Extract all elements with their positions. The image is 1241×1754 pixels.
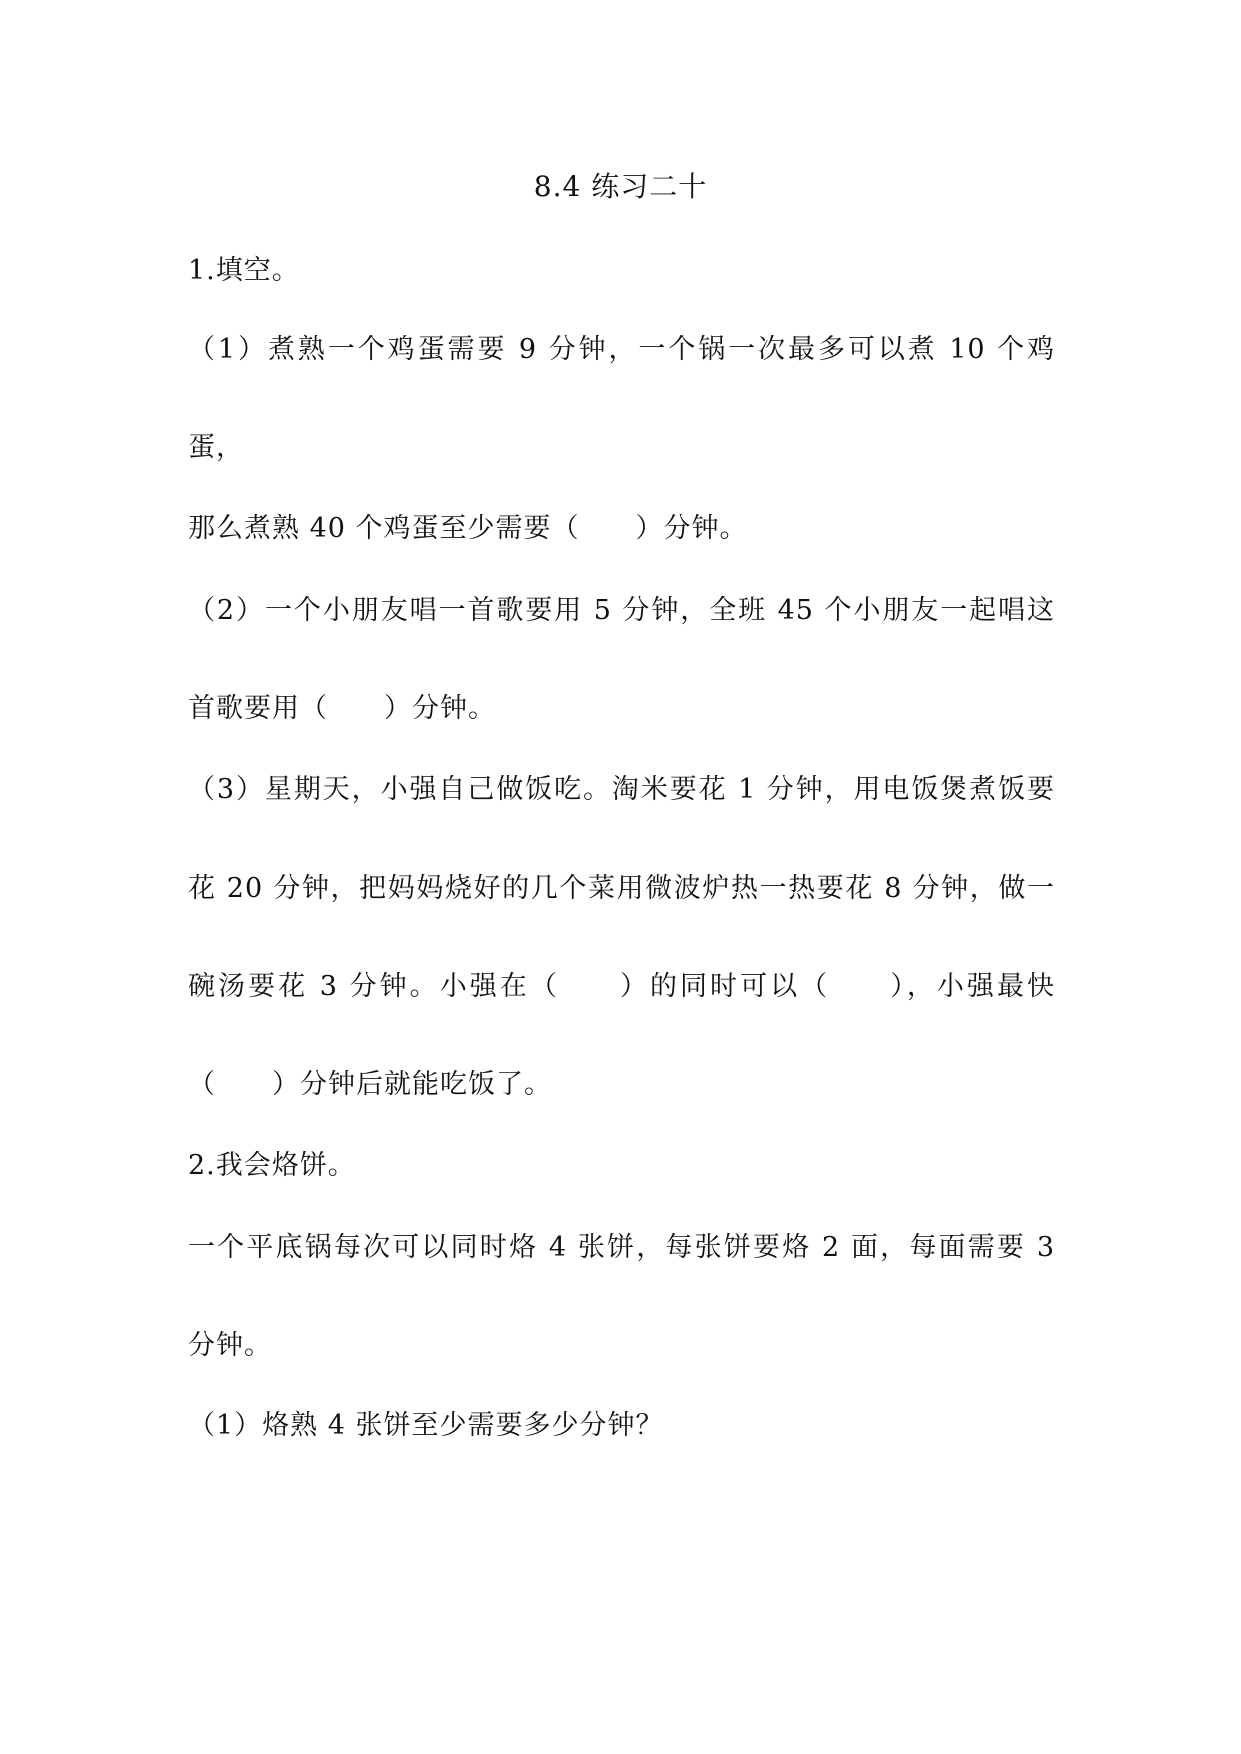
q1-line2: 蛋， — [188, 432, 244, 463]
q2-line2: 首歌要用（ ）分钟。 — [188, 693, 496, 724]
q3-line4: （ ）分钟后就能吃饭了。 — [188, 1069, 552, 1100]
q3-line3: 碗汤要花 3 分钟。小强在（ ）的同时可以（ ），小强最快 — [188, 971, 1055, 1002]
q1-line1: （1）煮熟一个鸡蛋需要 9 分钟，一个锅一次最多可以煮 10 个鸡 — [188, 334, 1055, 365]
section1-heading: 1.填空。 — [188, 255, 300, 286]
q3-line2: 花 20 分钟，把妈妈烧好的几个菜用微波炉热一热要花 8 分钟，做一 — [188, 873, 1055, 904]
q3-line1: （3）星期天，小强自己做饭吃。淘米要花 1 分钟，用电饭煲煮饭要 — [188, 774, 1055, 805]
section2-intro-line2: 分钟。 — [188, 1330, 272, 1361]
section2-intro-line1: 一个平底锅每次可以同时烙 4 张饼，每张饼要烙 2 面，每面需要 3 — [188, 1232, 1055, 1263]
section2-q1: （1）烙熟 4 张饼至少需要多少分钟？ — [188, 1410, 664, 1441]
q1-line3: 那么煮熟 40 个鸡蛋至少需要（ ）分钟。 — [188, 513, 748, 544]
page-title: 8.4 练习二十 — [533, 170, 708, 203]
q2-line1: （2）一个小朋友唱一首歌要用 5 分钟，全班 45 个小朋友一起唱这 — [188, 595, 1055, 626]
section2-heading: 2.我会烙饼。 — [188, 1150, 356, 1181]
